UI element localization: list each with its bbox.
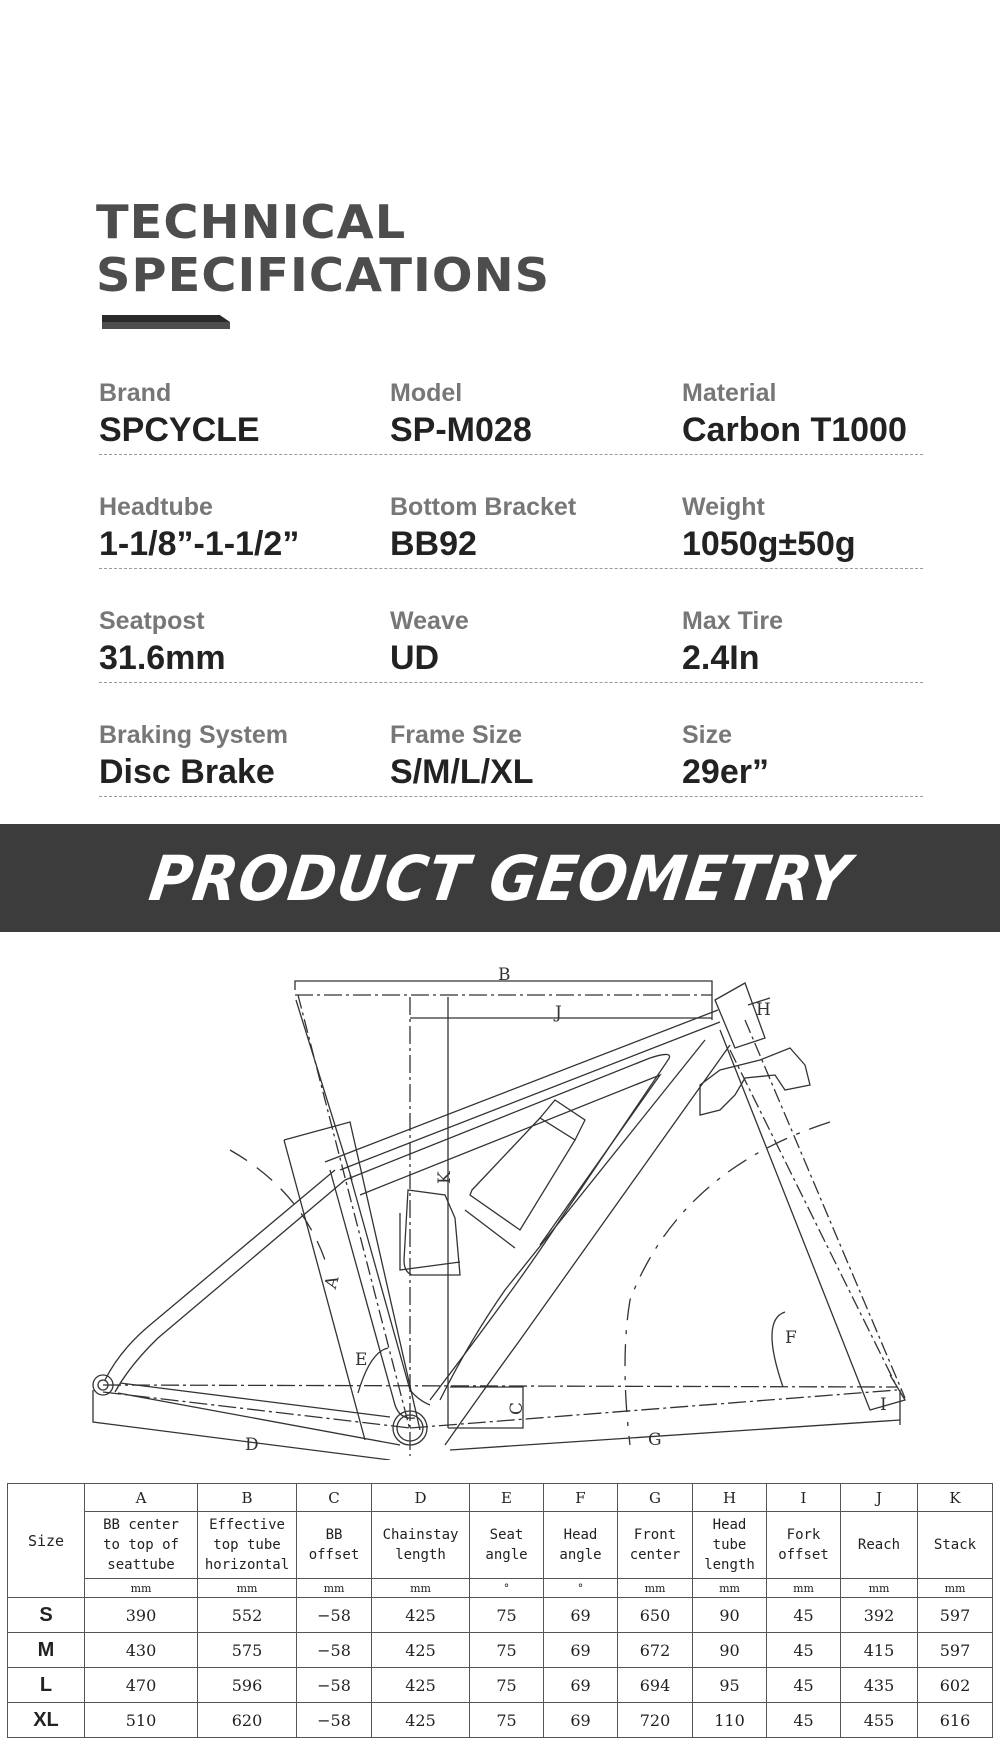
col-unit: mm <box>372 1579 470 1598</box>
col-letter: D <box>372 1484 470 1512</box>
spec-value: BB92 <box>390 525 477 563</box>
product-geometry-banner <box>0 824 1000 932</box>
size-cell: M <box>8 1633 85 1668</box>
spec-material <box>682 378 907 450</box>
col-letter: H <box>693 1484 767 1512</box>
spec-value: 1-1/8”-1-1/2” <box>99 525 300 563</box>
dim-label-d: D <box>245 1435 259 1455</box>
dim-label-j: J <box>555 1003 562 1023</box>
col-desc: BB offset <box>297 1512 372 1579</box>
title-line-2: SPECIFICATIONS <box>96 248 551 302</box>
table-cell: 552 <box>198 1598 297 1633</box>
table-header-letters <box>8 1484 993 1512</box>
table-cell: 425 <box>372 1633 470 1668</box>
spec-max-tire <box>682 606 783 678</box>
col-desc: Seat angle <box>470 1512 544 1579</box>
spec-row-3 <box>99 569 923 683</box>
table-header-units <box>8 1579 993 1598</box>
table-cell: 69 <box>544 1668 618 1703</box>
spec-value: Carbon T1000 <box>682 411 907 449</box>
spec-value: UD <box>390 639 440 677</box>
spec-value: 31.6mm <box>99 639 226 677</box>
table-cell: 720 <box>618 1703 693 1738</box>
spec-bottom-bracket <box>390 492 576 564</box>
table-cell: 69 <box>544 1633 618 1668</box>
dim-label-g: G <box>648 1430 662 1450</box>
spec-label: Max Tire <box>682 607 783 635</box>
col-unit: mm <box>297 1579 372 1598</box>
col-unit: mm <box>767 1579 841 1598</box>
spec-value: SP-M028 <box>390 411 532 449</box>
dim-label-k: K <box>435 1171 455 1184</box>
spec-label: Frame Size <box>390 721 523 749</box>
title-line-1: TECHNICAL <box>96 195 407 249</box>
dim-label-e: E <box>355 1350 368 1370</box>
dim-label-h: H <box>756 1000 771 1020</box>
table-cell: 470 <box>85 1668 198 1703</box>
table-cell: 575 <box>198 1633 297 1668</box>
table-cell: 672 <box>618 1633 693 1668</box>
table-row-s <box>8 1598 993 1633</box>
table-row-xl <box>8 1703 993 1738</box>
spec-grid <box>99 378 923 797</box>
size-cell: XL <box>8 1703 85 1738</box>
col-desc: Reach <box>841 1512 918 1579</box>
table-cell: 435 <box>841 1668 918 1703</box>
spec-value: SPCYCLE <box>99 411 260 449</box>
banner-title: PRODUCT GEOMETRY <box>145 841 855 915</box>
col-desc: Fork offset <box>767 1512 841 1579</box>
spec-label: Size <box>682 721 733 749</box>
col-letter: E <box>470 1484 544 1512</box>
spec-headtube <box>99 492 299 564</box>
col-unit: ° <box>470 1579 544 1598</box>
col-unit: mm <box>918 1579 993 1598</box>
table-cell: 45 <box>767 1668 841 1703</box>
table-cell: −58 <box>297 1598 372 1633</box>
table-cell: 455 <box>841 1703 918 1738</box>
table-cell: 415 <box>841 1633 918 1668</box>
spec-value: Disc Brake <box>99 753 275 791</box>
table-cell: 45 <box>767 1598 841 1633</box>
table-cell: −58 <box>297 1668 372 1703</box>
col-letter: J <box>841 1484 918 1512</box>
col-desc: Head angle <box>544 1512 618 1579</box>
section-title-technical-specifications <box>96 196 550 302</box>
dim-line-b <box>295 981 712 1020</box>
table-cell: 392 <box>841 1598 918 1633</box>
spec-label: Material <box>682 379 777 407</box>
col-desc: Front center <box>618 1512 693 1579</box>
table-cell: 425 <box>372 1668 470 1703</box>
spec-seatpost <box>99 606 226 678</box>
col-unit: mm <box>618 1579 693 1598</box>
table-cell: 602 <box>918 1668 993 1703</box>
col-unit: mm <box>198 1579 297 1598</box>
table-cell: 75 <box>470 1703 544 1738</box>
dim-label-c: C <box>507 1401 527 1415</box>
table-cell: 90 <box>693 1633 767 1668</box>
spec-label: Weave <box>390 607 469 635</box>
spec-braking-system <box>99 720 288 792</box>
table-cell: 510 <box>85 1703 198 1738</box>
spec-label: Headtube <box>99 493 213 521</box>
table-cell: 110 <box>693 1703 767 1738</box>
col-letter: A <box>85 1484 198 1512</box>
col-desc: BB center to top of seattube <box>85 1512 198 1579</box>
size-header: Size <box>8 1484 85 1598</box>
spec-label: Model <box>390 379 463 407</box>
table-cell: 430 <box>85 1633 198 1668</box>
table-cell: 45 <box>767 1633 841 1668</box>
table-cell: 620 <box>198 1703 297 1738</box>
dim-label-i: I <box>880 1395 887 1415</box>
col-desc: Effective top tube horizontal <box>198 1512 297 1579</box>
spec-frame-size <box>390 720 534 792</box>
table-cell: −58 <box>297 1633 372 1668</box>
spec-label: Braking System <box>99 721 288 749</box>
table-cell: 390 <box>85 1598 198 1633</box>
table-cell: 596 <box>198 1668 297 1703</box>
spec-model <box>390 378 532 450</box>
col-unit: mm <box>693 1579 767 1598</box>
table-row-l <box>8 1668 993 1703</box>
col-letter: B <box>198 1484 297 1512</box>
table-cell: 75 <box>470 1633 544 1668</box>
size-cell: L <box>8 1668 85 1703</box>
table-cell: 69 <box>544 1598 618 1633</box>
col-letter: G <box>618 1484 693 1512</box>
table-cell: 616 <box>918 1703 993 1738</box>
dim-label-a: A <box>320 1273 344 1291</box>
col-letter: K <box>918 1484 993 1512</box>
spec-weight <box>682 492 856 564</box>
col-unit: mm <box>85 1579 198 1598</box>
col-letter: C <box>297 1484 372 1512</box>
col-desc: Head tube length <box>693 1512 767 1579</box>
table-cell: 597 <box>918 1598 993 1633</box>
table-cell: 90 <box>693 1598 767 1633</box>
size-cell: S <box>8 1598 85 1633</box>
spec-label: Weight <box>682 493 765 521</box>
spec-brand <box>99 378 260 450</box>
table-cell: 95 <box>693 1668 767 1703</box>
spec-weave <box>390 606 469 678</box>
table-cell: 69 <box>544 1703 618 1738</box>
spec-value: S/M/L/XL <box>390 753 534 791</box>
frame-geometry-diagram <box>0 940 1000 1460</box>
col-letter: I <box>767 1484 841 1512</box>
spec-label: Seatpost <box>99 607 205 635</box>
table-cell: −58 <box>297 1703 372 1738</box>
geometry-table <box>7 1483 993 1738</box>
spec-row-1 <box>99 378 923 455</box>
table-cell: 650 <box>618 1598 693 1633</box>
table-cell: 425 <box>372 1598 470 1633</box>
spec-row-2 <box>99 455 923 569</box>
spec-value: 1050g±50g <box>682 525 856 563</box>
table-cell: 45 <box>767 1703 841 1738</box>
spec-label: Bottom Bracket <box>390 493 577 521</box>
spec-value: 2.4In <box>682 639 760 677</box>
table-row-m <box>8 1633 993 1668</box>
table-cell: 597 <box>918 1633 993 1668</box>
spec-label: Brand <box>99 379 172 407</box>
title-underline-bar <box>102 315 230 329</box>
table-cell: 75 <box>470 1598 544 1633</box>
col-desc: Stack <box>918 1512 993 1579</box>
col-unit: mm <box>841 1579 918 1598</box>
col-unit: ° <box>544 1579 618 1598</box>
table-cell: 694 <box>618 1668 693 1703</box>
dim-label-b: B <box>498 965 511 985</box>
table-cell: 75 <box>470 1668 544 1703</box>
table-cell: 425 <box>372 1703 470 1738</box>
col-desc: Chainstay length <box>372 1512 470 1579</box>
dim-label-f: F <box>785 1328 797 1348</box>
spec-value: 29er” <box>682 753 769 791</box>
spec-wheel-size <box>682 720 769 792</box>
table-header-descriptions <box>8 1512 993 1579</box>
col-letter: F <box>544 1484 618 1512</box>
spec-row-4 <box>99 683 923 797</box>
